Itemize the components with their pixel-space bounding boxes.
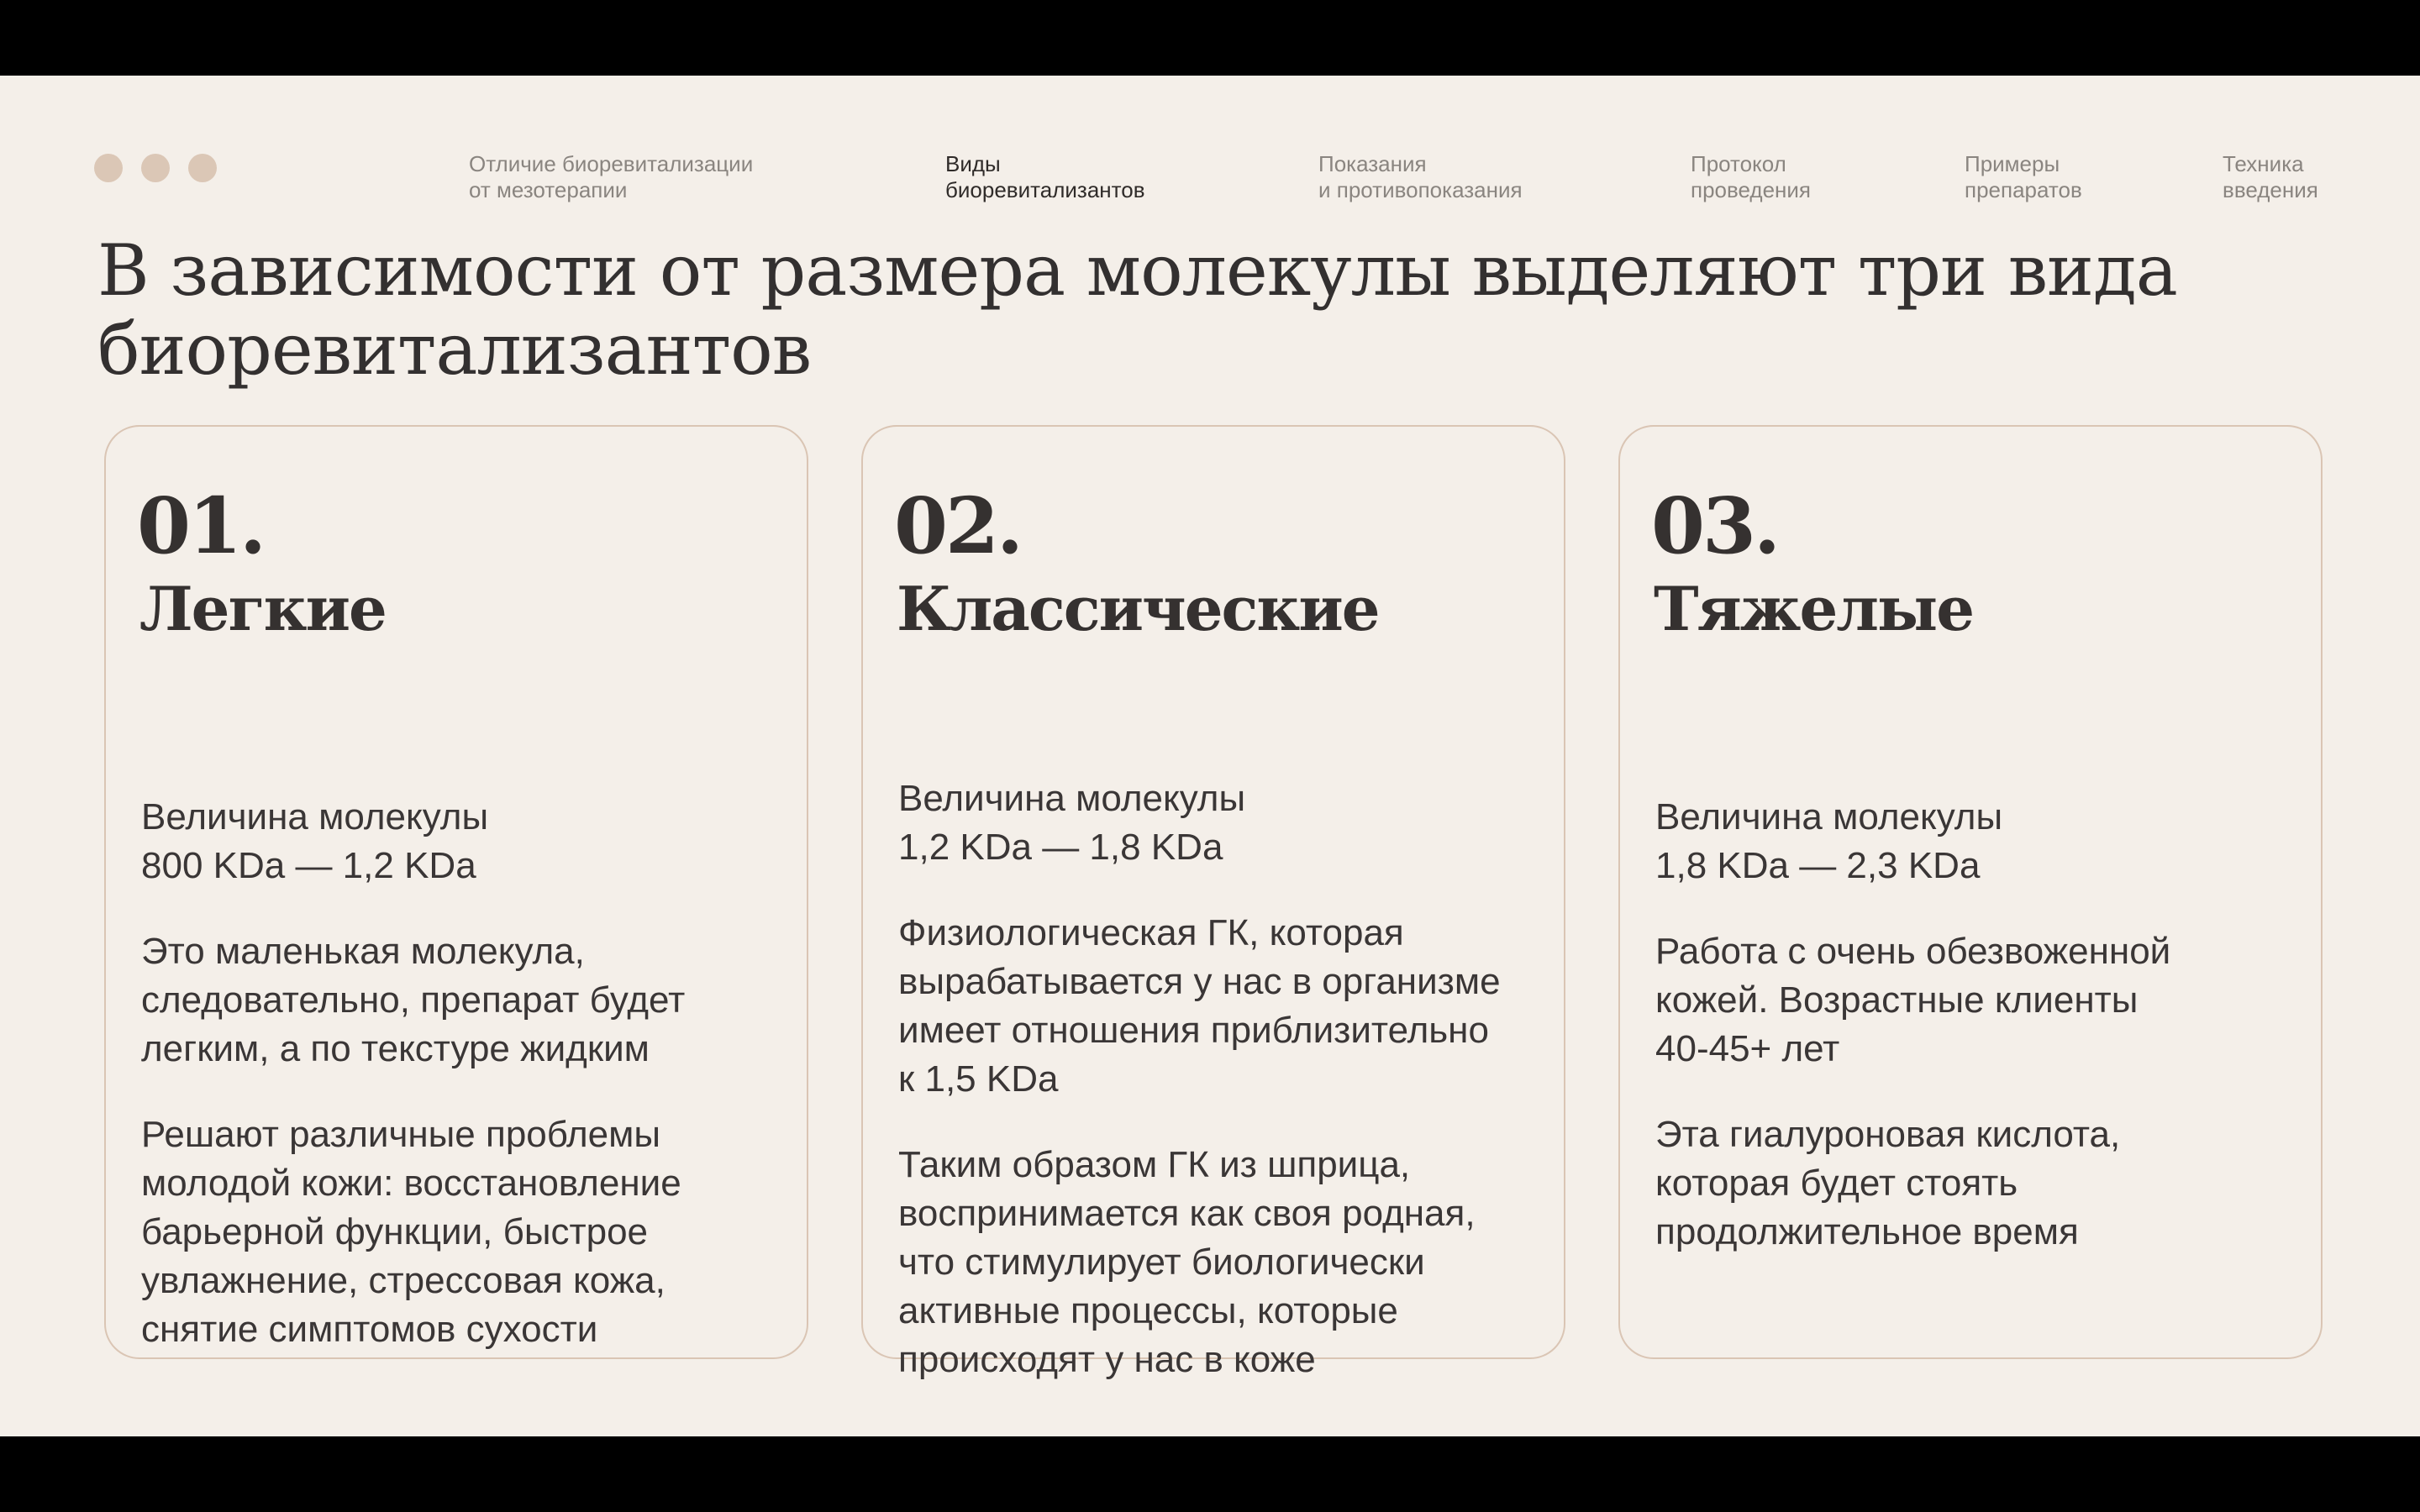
card-paragraph	[1655, 927, 2328, 1074]
letterbox-top	[0, 0, 2420, 76]
card-title: Классические	[897, 573, 1379, 644]
card-text-line: что стимулирует биологически	[898, 1242, 1425, 1283]
nav-item-examples[interactable]	[1965, 151, 2082, 203]
card-text-line: Эта гиалуроновая кислота,	[1655, 1114, 2121, 1155]
card-text-line: 1,2 KDa — 1,8 KDa	[898, 827, 1223, 868]
card-text-line: Величина молекулы	[1655, 796, 2003, 837]
card-number: 03.	[1651, 480, 1779, 571]
nav-item-label: введения	[2223, 177, 2318, 202]
card-text-line: вырабатывается у нас в организме	[898, 961, 1501, 1002]
card-paragraph	[898, 1141, 1570, 1384]
card-text-line: Таким образом ГК из шприца,	[898, 1144, 1411, 1185]
card-text-line: 40-45+ лет	[1655, 1028, 1840, 1069]
nav-item-label: и противопоказания	[1318, 177, 1523, 202]
nav-item-types[interactable]	[945, 151, 1145, 203]
card-text-line: активные процессы, которые	[898, 1290, 1398, 1331]
nav-item-label: Протокол	[1691, 151, 1786, 176]
card-text-line: Величина молекулы	[898, 778, 1246, 819]
nav-item-label: Примеры	[1965, 151, 2060, 176]
letterbox-bottom	[0, 1436, 2420, 1512]
card-text-line: легким, а по текстуре жидким	[141, 1028, 650, 1069]
presentation-slide	[0, 76, 2420, 1436]
card-text-line: имеет отношения приблизительно	[898, 1010, 1489, 1051]
card-text-line: Величина молекулы	[141, 796, 489, 837]
card-heavy	[1618, 425, 2323, 1359]
card-title: Легкие	[139, 573, 386, 644]
card-text-line: происходят у нас в коже	[898, 1339, 1316, 1380]
card-paragraph	[141, 927, 813, 1074]
card-number: 01.	[137, 480, 265, 571]
page-title	[97, 231, 2366, 389]
card-text-line: кожей. Возрастные клиенты	[1655, 979, 2139, 1021]
card-text-line: которая будет стоять	[1655, 1163, 2018, 1204]
card-text-line: 1,8 KDa — 2,3 KDa	[1655, 845, 1981, 886]
card-light	[104, 425, 808, 1359]
nav-item-label: от мезотерапии	[469, 177, 628, 202]
card-body	[898, 774, 1570, 1421]
nav-item-indications[interactable]	[1318, 151, 1523, 203]
dot-icon	[188, 154, 217, 182]
nav-item-label: Показания	[1318, 151, 1427, 176]
card-body	[141, 793, 813, 1391]
dot-icon	[94, 154, 123, 182]
card-text-line: барьерной функции, быстрое	[141, 1211, 649, 1252]
nav-item-differences[interactable]	[469, 151, 753, 203]
window-dots	[94, 154, 217, 182]
nav-item-label: Техника	[2223, 151, 2304, 176]
nav-item-label: Виды	[945, 151, 1001, 176]
page-title-line: В зависимости от размера молекулы выделяют три вида	[97, 229, 2177, 312]
card-text-line: увлажнение, стрессовая кожа,	[141, 1260, 666, 1301]
card-paragraph	[898, 774, 1570, 872]
card-number: 02.	[894, 480, 1022, 571]
card-body	[1655, 793, 2328, 1294]
nav-item-label: биоревитализантов	[945, 177, 1145, 202]
card-text-line: следовательно, препарат будет	[141, 979, 686, 1021]
nav-item-label: препаратов	[1965, 177, 2082, 202]
card-text-line: 800 KDa — 1,2 KDa	[141, 845, 476, 886]
card-title: Тяжелые	[1654, 573, 1974, 644]
card-text-line: Физиологическая ГК, которая	[898, 912, 1404, 953]
nav-item-technique[interactable]	[2223, 151, 2318, 203]
card-text-line: снятие симптомов сухости	[141, 1309, 598, 1350]
dot-icon	[141, 154, 170, 182]
nav-item-label: Отличие биоревитализации	[469, 151, 754, 176]
card-text-line: Это маленькая молекула,	[141, 931, 585, 972]
card-classic	[861, 425, 1565, 1380]
card-text-line: к 1,5 KDa	[898, 1058, 1059, 1100]
card-text-line: продолжительное время	[1655, 1211, 2079, 1252]
nav-item-label: проведения	[1691, 177, 1811, 202]
card-paragraph	[898, 909, 1570, 1104]
card-paragraph	[1655, 1110, 2328, 1257]
card-text-line: Работа с очень обезвоженной	[1655, 931, 2171, 972]
nav-item-protocol[interactable]	[1691, 151, 1811, 203]
card-paragraph	[1655, 793, 2328, 890]
card-paragraph	[141, 1110, 813, 1354]
card-paragraph	[141, 793, 813, 890]
page-title-line: биоревитализантов	[97, 308, 812, 391]
card-text-line: Решают различные проблемы	[141, 1114, 660, 1155]
card-text-line: воспринимается как своя родная,	[898, 1193, 1476, 1234]
card-text-line: молодой кожи: восстановление	[141, 1163, 681, 1204]
